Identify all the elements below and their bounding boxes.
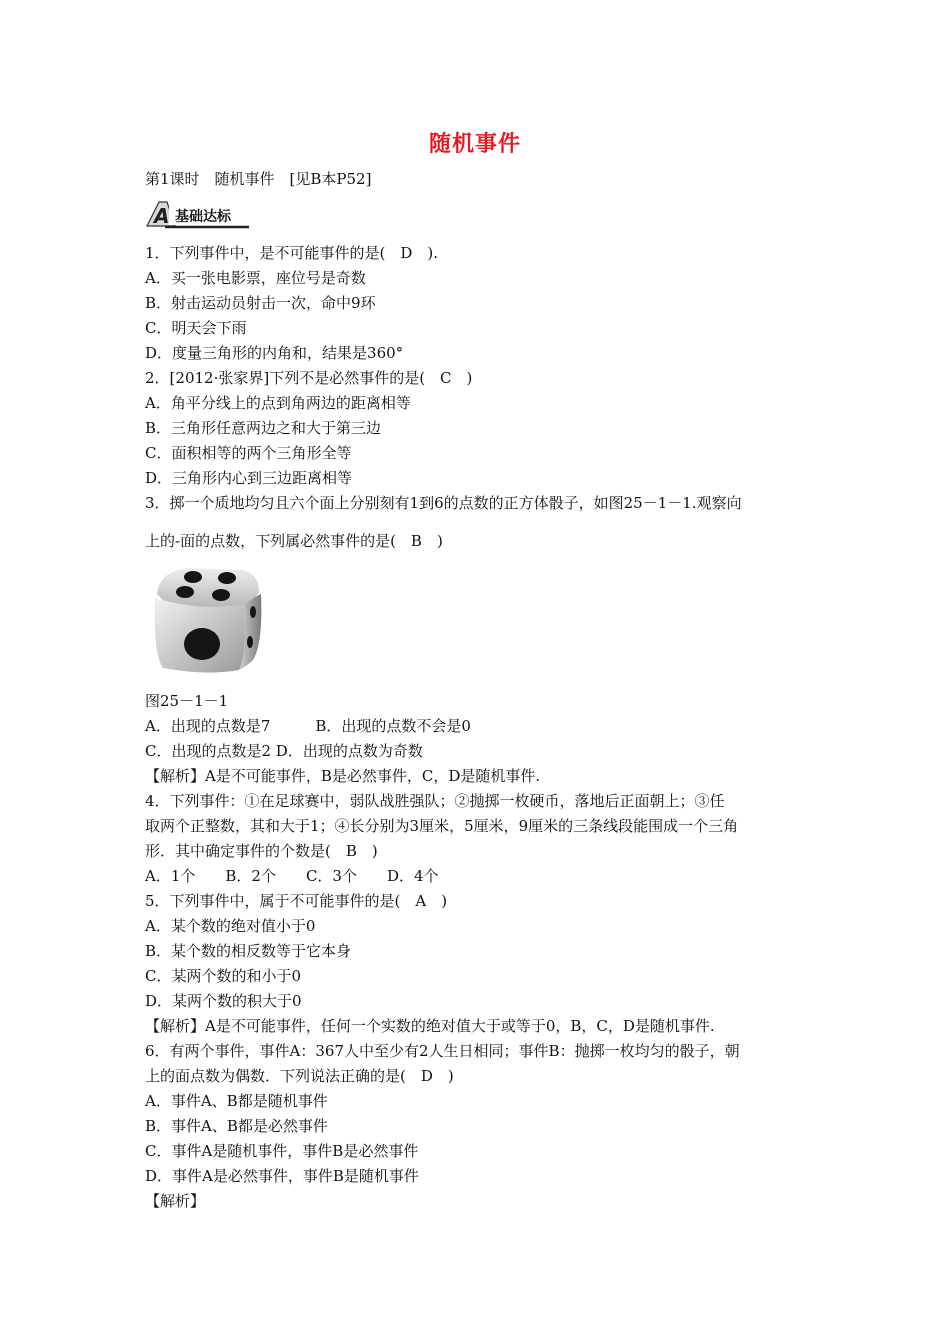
q4-stem-line3: 形．其中确定事件的个数是( B ) xyxy=(145,842,378,860)
q6-stem-line1: 6．有两个事件，事件A：367人中至少有2人生日相同；事件B：抛掷一枚均匀的骰子，朝 xyxy=(145,1042,740,1060)
q5-option-d: D．某两个数的积大于0 xyxy=(145,992,302,1010)
q5-option-a: A．某个数的绝对值小于0 xyxy=(145,917,316,935)
q3-stem-line2: 上的-面的点数，下列属必然事件的是( B ) xyxy=(145,532,443,550)
q2-option-d: D．三角形内心到三边距离相等 xyxy=(145,469,353,487)
q4-stem-line1: 4．下列事件：①在足球赛中，弱队战胜强队；②抛掷一枚硬币，落地后正面朝上；③任 xyxy=(145,792,725,810)
q4-stem-line2: 取两个正整数，其和大于1；④长分别为3厘米，5厘米，9厘米的三条线段能围成一个三角 xyxy=(145,817,739,835)
q3-stem-line1: 3．掷一个质地均匀且六个面上分别刻有1到6的点数的正方体骰子，如图25－1－1.观察向 xyxy=(145,494,742,512)
die-top-pip xyxy=(184,571,202,583)
page-title: 随机事件 xyxy=(428,132,521,157)
q6-option-a: A．事件A、B都是随机事件 xyxy=(145,1092,328,1110)
badge-letter: A xyxy=(154,204,170,228)
q5-option-c: C．某两个数的和小于0 xyxy=(145,967,302,985)
q6-stem-line2: 上的面点数为偶数．下列说法正确的是( D ) xyxy=(145,1067,454,1085)
q1-stem: 1．下列事件中，是不可能事件的是( D ). xyxy=(145,244,439,262)
die-top-pip xyxy=(218,572,236,584)
q5-option-b: B．某个数的相反数等于它本身 xyxy=(145,942,352,960)
q1-option-a: A．买一张电影票，座位号是奇数 xyxy=(145,269,366,287)
figure-caption: 图25－1－1 xyxy=(145,692,229,710)
q3-options-cd: C．出现的点数是2 D．出现的点数为奇数 xyxy=(145,742,423,760)
die-side-pip xyxy=(250,606,256,618)
q3-options-ab: A．出现的点数是7 B．出现的点数不会是0 xyxy=(145,717,471,735)
q6-option-c: C．事件A是随机事件，事件B是必然事件 xyxy=(145,1142,419,1160)
section-badge xyxy=(145,199,251,229)
q5-stem: 5．下列事件中，属于不可能事件的是( A ) xyxy=(145,892,448,910)
q1-option-b: B．射击运动员射击一次，命中9环 xyxy=(145,294,376,312)
q2-option-b: B．三角形任意两边之和大于第三边 xyxy=(145,419,382,437)
q4-options: A．1个 B．2个 C．3个 D．4个 xyxy=(145,867,439,885)
q6-analysis: 【解析】 xyxy=(145,1192,206,1210)
die-side-pip xyxy=(247,636,253,648)
q2-stem: 2．[2012·张家界]下列不是必然事件的是( C ) xyxy=(145,369,473,387)
q6-option-b: B．事件A、B都是必然事件 xyxy=(145,1117,328,1135)
q1-option-c: C．明天会下雨 xyxy=(145,319,247,337)
q3-analysis: 【解析】A是不可能事件，B是必然事件，C，D是随机事件. xyxy=(145,767,541,785)
q6-option-d: D．事件A是必然事件，事件B是随机事件 xyxy=(145,1167,419,1185)
die-top-pip xyxy=(176,586,194,598)
die-front-pip xyxy=(184,628,220,660)
q2-option-a: A．角平分线上的点到角两边的距离相等 xyxy=(145,394,411,412)
badge-text: 基础达标 xyxy=(175,209,231,225)
lesson-subheading: 第1课时 随机事件 [见B本P52] xyxy=(145,170,372,188)
q1-option-d: D．度量三角形的内角和，结果是360° xyxy=(145,344,404,362)
die-top-pip xyxy=(212,589,230,601)
q2-option-c: C．面积相等的两个三角形全等 xyxy=(145,444,352,462)
dice-figure xyxy=(147,564,265,676)
q5-analysis: 【解析】A是不可能事件，任何一个实数的绝对值大于或等于0，B，C，D是随机事件. xyxy=(145,1017,715,1035)
